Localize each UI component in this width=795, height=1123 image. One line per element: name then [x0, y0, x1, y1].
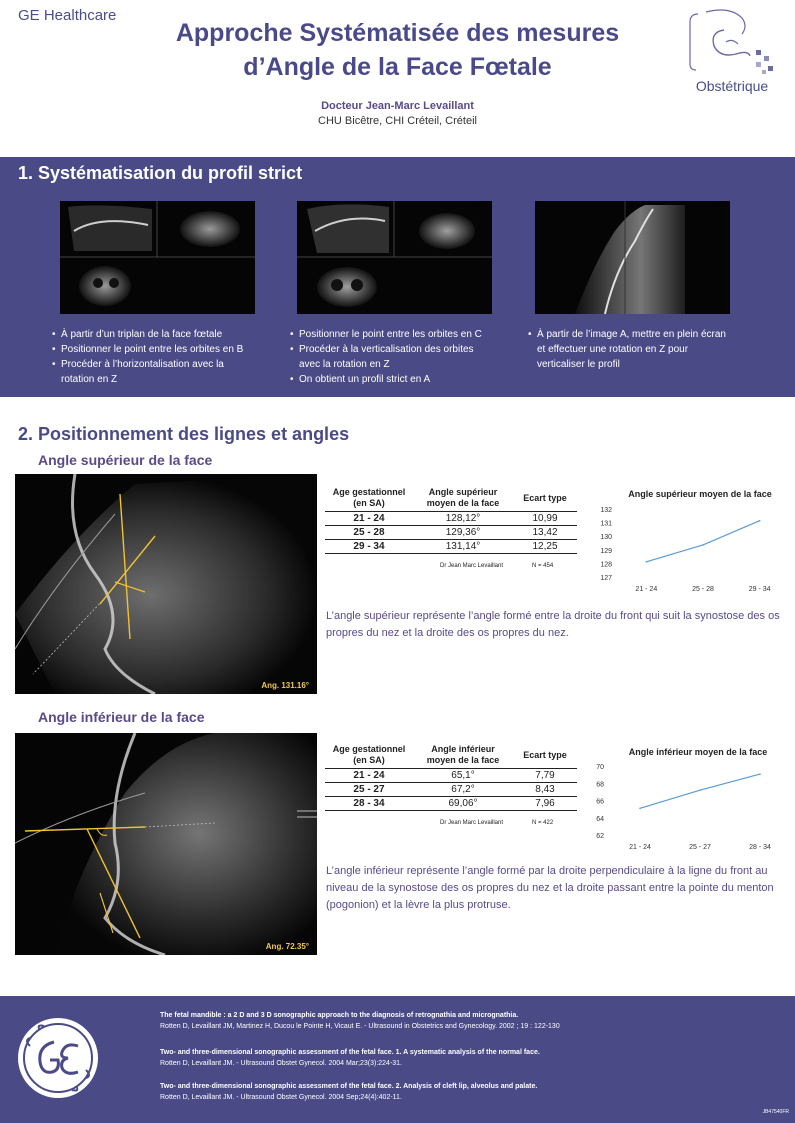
- inferior-angle-subtitle: Angle inférieur de la face: [38, 709, 205, 725]
- superior-angle-image-svg: [15, 474, 317, 694]
- x-tick-label: 25 - 28: [692, 586, 714, 593]
- inferior-angle-table: [325, 742, 577, 811]
- x-tick-label: 21 - 24: [629, 844, 651, 851]
- table-header: Ecart type: [523, 492, 567, 503]
- data-point: [702, 544, 704, 546]
- obstetrique-logo-icon: [684, 8, 780, 78]
- data-point: [699, 789, 701, 791]
- x-tick-label: 25 - 27: [689, 844, 711, 851]
- y-tick-label: 68: [596, 781, 604, 789]
- data-point: [759, 520, 761, 522]
- references-band: [0, 996, 795, 1123]
- table-header: Angle inférieur moyen de la face: [426, 744, 500, 765]
- reference-title: The fetal mandible : a 2 D and 3 D sonographic approach to the diagnosis of retrognathia and micrognathia.: [160, 1012, 519, 1019]
- superior-table-n: N = 454: [532, 563, 554, 569]
- reference-citation: Rotten D, Levaillant JM. - Ultrasound Obstet Gynecol. 2004 Mar;23(3):224-31.: [160, 1060, 403, 1067]
- bullet: • Procéder à la verticalisation des orbites avec la rotation en Z: [290, 342, 490, 372]
- table-header: Angle supérieur moyen de la face: [426, 487, 500, 508]
- superior-angle-description: L’angle supérieur représente l’angle formé entre la droite du front qui suit la synostose des os propres du nez et la droite des os propres du nez.: [326, 610, 780, 639]
- table-row: 21 - 24 128,12° 10,99: [325, 512, 577, 526]
- y-tick-label: 132: [600, 507, 612, 514]
- bullet: • Procéder à l’horizontalisation avec la rotation en Z: [52, 357, 252, 387]
- table-row: 29 - 34 131,14° 12,25: [325, 540, 577, 554]
- table-row: 25 - 27 67,2° 8,43: [325, 783, 577, 797]
- triplane-image-1: [60, 201, 255, 314]
- y-tick-label: 62: [596, 833, 604, 840]
- triplane-image-1-svg: [60, 201, 255, 314]
- bullet: • Positionner le point entre les orbites en C: [290, 327, 490, 342]
- series-line: [646, 521, 759, 562]
- superior-angle-table: [325, 485, 577, 554]
- document-code: JB47540FR: [762, 1109, 789, 1115]
- y-tick-label: 127: [600, 575, 612, 582]
- section2-title: 2. Positionnement des lignes et angles: [18, 424, 350, 444]
- x-tick-label: 29 - 34: [748, 586, 771, 593]
- triplane-image-2-svg: [297, 201, 492, 314]
- bullet: • Positionner le point entre les orbites en B: [52, 342, 252, 357]
- profile-image-svg: [535, 201, 730, 314]
- bullet: • À partir de l’image A, mettre en plein écran et effectuer une rotation en Z pour verticaliser le profil: [528, 327, 733, 372]
- superior-angle-image: [15, 474, 317, 694]
- data-point: [639, 807, 641, 809]
- y-tick-label: 130: [600, 534, 612, 542]
- author-affiliation: CHU Bicêtre, CHI Créteil, Créteil: [318, 115, 477, 127]
- data-point: [646, 561, 648, 563]
- section-profile-band: [0, 157, 795, 397]
- bullet: • À partir d’un triplan de la face fœtale: [52, 327, 252, 342]
- section1-bullets-col3: [528, 327, 733, 372]
- table-row: 25 - 28 129,36° 13,42: [325, 526, 577, 540]
- reference-3: [160, 1081, 780, 1103]
- inferior-angle-description: L’angle inférieur représente l’angle formé par la droite perpendiculaire à la ligne du front au niveau de la synostose des os propres du nez et la droite passant entre la pointe du menton (pogonion) et la lèvre la plus protruse.: [326, 865, 774, 911]
- section1-title: 1. Systématisation du profil strict: [18, 163, 303, 183]
- logo-caption: Obstétrique: [695, 78, 769, 94]
- table-row: 28 - 34 69,06° 7,96: [325, 797, 577, 811]
- superior-chart-title: Angle supérieur moyen de la face: [628, 489, 772, 499]
- inferior-angle-image: [15, 733, 317, 955]
- reference-citation: Rotten D, Levaillant JM, Martinez H, Ducou le Pointe H, Vicaut E. - Ultrasound in Obstetrics and Gynecology. 2002 ; 19 : 122-130: [160, 1023, 560, 1030]
- y-tick-label: 64: [596, 815, 604, 823]
- section1-bullets-col2: [290, 327, 490, 387]
- reference-citation: Rotten D, Levaillant JM. - Ultrasound Obstet Gynecol. 2004 Sep;24(4):402-11.: [160, 1094, 402, 1101]
- y-tick-label: 128: [600, 561, 612, 569]
- ge-logo-icon: [16, 1016, 100, 1100]
- data-point: [759, 773, 761, 775]
- y-tick-label: 131: [600, 520, 612, 528]
- bullet: • On obtient un profil strict en A: [290, 372, 490, 387]
- superior-angle-value: Ang. 131.16°: [261, 681, 309, 690]
- x-tick-label: 21 - 24: [635, 586, 658, 593]
- table-row: 21 - 24 65,1° 7,79: [325, 769, 577, 783]
- y-tick-label: 66: [596, 798, 604, 806]
- table-header: Age gestationnel (en SA): [332, 744, 406, 765]
- superior-angle-subtitle: Angle supérieur de la face: [38, 452, 213, 468]
- reference-title: Two- and three-dimensional sonographic assessment of the fetal face. 2. Analysis of cleft lip, alveolus and palate.: [160, 1083, 538, 1090]
- superior-table-author: Dr Jean Marc Levaillant: [440, 563, 504, 569]
- reference-1: [160, 1010, 780, 1032]
- table-header: Ecart type: [523, 749, 567, 760]
- profile-image: [535, 201, 730, 314]
- section1-bullets-col1: [52, 327, 252, 387]
- brand-name: GE Healthcare: [18, 7, 117, 24]
- triplane-image-2: [297, 201, 492, 314]
- y-tick-label: 129: [600, 547, 612, 555]
- y-tick-label: 70: [596, 764, 604, 771]
- table-header: Age gestationnel (en SA): [332, 487, 406, 508]
- reference-2: [160, 1047, 780, 1069]
- reference-title: Two- and three-dimensional sonographic assessment of the fetal face. 1. A systematic analysis of the normal face.: [160, 1049, 540, 1056]
- obstetrique-logo: [684, 8, 780, 98]
- title-line-2: d’Angle de la Face Fœtale: [243, 53, 552, 81]
- inferior-angle-value: Ang. 72.35°: [265, 942, 309, 951]
- author-name: Docteur Jean-Marc Levaillant: [321, 100, 474, 112]
- series-line: [640, 774, 760, 808]
- inferior-angle-chart: [590, 760, 790, 852]
- poster-title: [120, 16, 675, 84]
- inferior-chart-title: Angle inférieur moyen de la face: [628, 747, 768, 757]
- superior-angle-chart: [590, 504, 790, 594]
- inferior-angle-image-svg: [15, 733, 317, 955]
- inferior-table-n: N = 422: [532, 820, 554, 826]
- title-line-1: Approche Systématisée des mesures: [175, 19, 620, 47]
- x-tick-label: 28 - 34: [749, 844, 771, 851]
- inferior-table-author: Dr Jean Marc Levaillant: [440, 820, 504, 826]
